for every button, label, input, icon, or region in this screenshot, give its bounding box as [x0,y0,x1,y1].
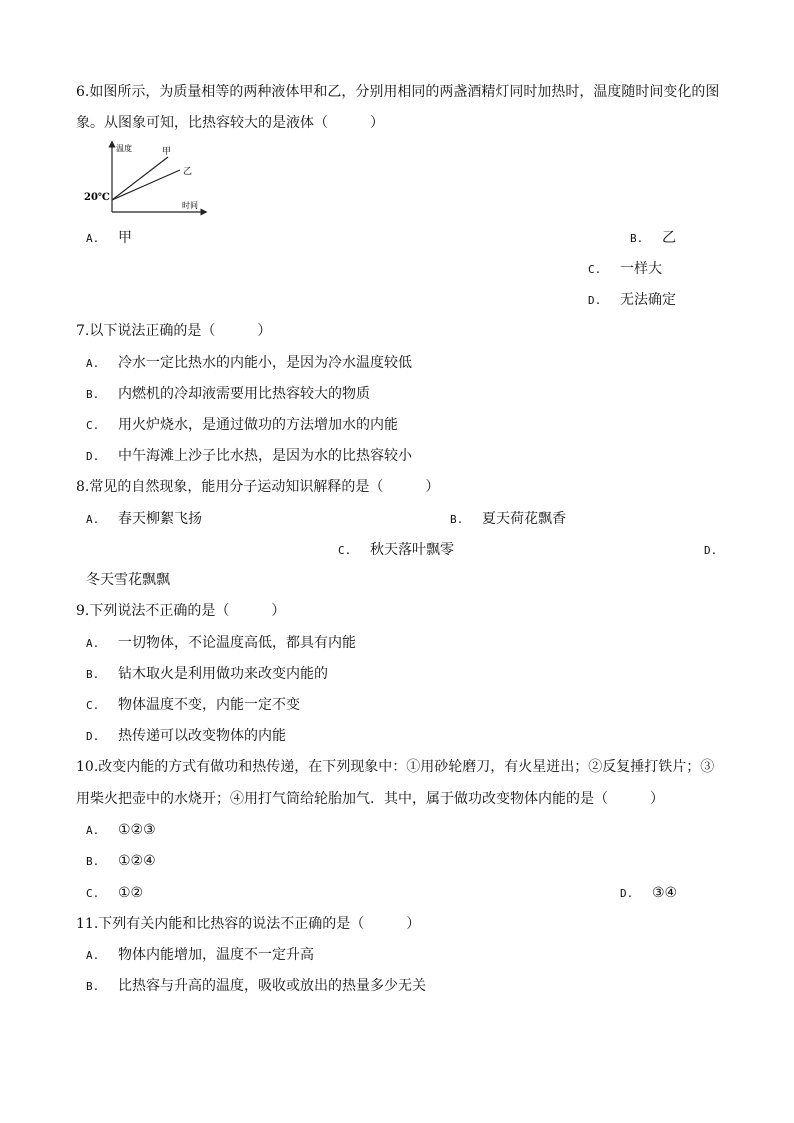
q9-option-d[interactable] [86,726,286,747]
q8-option-d-text[interactable] [86,570,170,590]
q10-stem-line2: 用柴火把壶中的水烧开；④用打气筒给轮胎加气．其中，属于做功改变物体内能的是（ ） [76,791,664,807]
option-text: 物体温度不变，内能一定不变 [118,697,300,713]
option-text: ①②③ [118,822,156,838]
option-text: 热传递可以改变物体的内能 [118,728,286,744]
option-text: 一切物体，不论温度高低，都具有内能 [118,635,356,651]
q9-option-c[interactable] [86,695,300,716]
option-letter: D. [704,544,718,557]
q10-option-b[interactable] [86,851,156,872]
q7-option-a[interactable] [86,353,412,374]
option-letter: B. [86,388,100,401]
option-letter: B. [86,668,100,681]
x-axis-label: 时间 [182,201,198,210]
option-letter: B. [86,855,100,868]
q7-stem: 7.以下说法正确的是（ ） [76,323,272,339]
option-letter: C. [338,544,352,557]
q10-option-a[interactable] [86,820,156,841]
q10-stem-line1: 10.改变内能的方式有做功和热传递，在下列现象中：①用砂轮磨刀，有火星迸出；②反复捶打铁片；③ [76,759,715,775]
option-letter: A. [86,513,100,526]
q9-option-b[interactable] [86,664,328,685]
q6-stem-line1: 6.如图所示，为质量相等的两种液体甲和乙，分别用相同的两盏酒精灯同时加热时，温度随时间变化的图 [76,84,720,100]
q7-option-b[interactable] [86,384,370,405]
option-text: 夏天荷花飘香 [482,511,566,527]
q7-option-c[interactable] [86,415,398,436]
q6-temperature-time-graph [80,140,210,220]
option-text: ①② [118,885,144,901]
option-text: 用火炉烧水，是通过做功的方法增加水的内能 [118,417,398,433]
q6-option-a[interactable] [86,228,132,249]
q6-stem-line2: 象。从图象可知，比热容较大的是液体（ ） [76,115,384,131]
q8-stem: 8.常见的自然现象，能用分子运动知识解释的是（ ） [76,479,440,495]
q11-stem: 11.下列有关内能和比热容的说法不正确的是（ ） [76,916,421,932]
option-letter: B. [450,513,464,526]
q11-option-a[interactable] [86,945,314,966]
option-letter: D. [588,294,602,307]
q9-stem: 9.下列说法不正确的是（ ） [76,603,286,619]
option-letter: A. [86,232,100,245]
start-temperature-label: 20℃ [84,192,110,203]
option-text: 一样大 [620,261,662,277]
q8-option-b[interactable] [450,509,566,530]
option-text: 乙 [662,230,676,246]
option-text: 中午海滩上沙子比水热，是因为水的比热容较小 [118,448,412,464]
option-letter: D. [620,887,634,900]
option-text: 冷水一定比热水的内能小，是因为冷水温度较低 [118,355,412,371]
series-label-jia: 甲 [162,147,172,157]
q7-option-d[interactable] [86,446,412,467]
option-text: 钻木取火是利用做功来改变内能的 [118,666,328,682]
q8-option-c[interactable] [338,540,454,561]
option-text: 秋天落叶飘零 [370,542,454,558]
q10-option-d[interactable] [620,883,677,904]
option-text: 甲 [118,230,132,246]
q8-option-a[interactable] [86,509,202,530]
q6-option-b[interactable] [630,228,676,249]
series-label-yi: 乙 [183,167,193,177]
q8-option-d-letter[interactable] [704,540,736,561]
option-text: 冬天雪花飘飘 [86,572,170,588]
q9-option-a[interactable] [86,633,356,654]
option-letter: C. [86,419,100,432]
q11-option-b[interactable] [86,976,426,997]
option-letter: C. [588,263,602,276]
option-letter: D. [86,730,100,743]
option-text: 内燃机的冷却液需要用比热容较大的物质 [118,386,370,402]
option-text: 无法确定 [620,292,676,308]
option-letter: A. [86,949,100,962]
option-letter: A. [86,357,100,370]
option-text: 物体内能增加，温度不一定升高 [118,947,314,963]
option-text: ①②④ [118,853,156,869]
q10-option-c[interactable] [86,883,143,904]
option-letter: A. [86,637,100,650]
q6-option-d[interactable] [588,290,676,311]
option-letter: A. [86,824,100,837]
y-axis-label: 温度 [116,144,132,153]
option-text: 比热容与升高的温度，吸收或放出的热量多少无关 [118,978,426,994]
graph-svg [80,140,210,220]
option-letter: B. [630,232,644,245]
q6-option-c[interactable] [588,259,662,280]
option-letter: C. [86,699,100,712]
option-text: ③④ [652,885,678,901]
option-letter: D. [86,450,100,463]
option-letter: B. [86,980,100,993]
option-letter: C. [86,887,100,900]
option-text: 春天柳絮飞扬 [118,511,202,527]
